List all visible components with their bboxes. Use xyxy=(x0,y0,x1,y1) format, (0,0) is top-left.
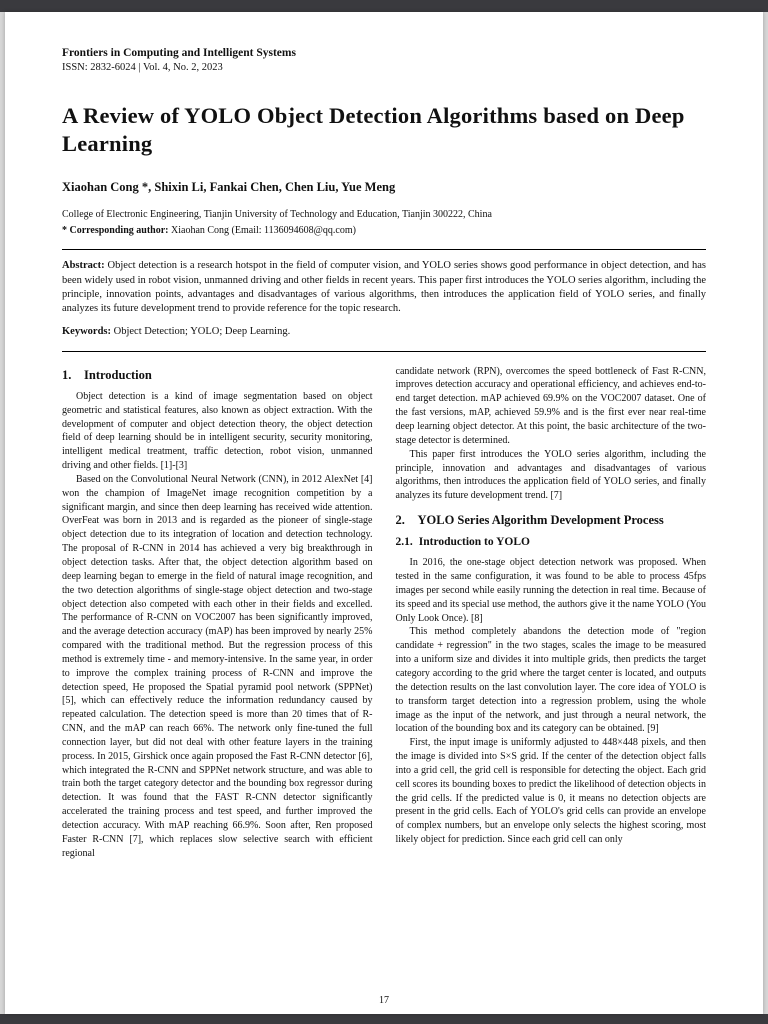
corresponding-author-line xyxy=(62,224,706,238)
viewer-top-bar xyxy=(0,0,768,12)
paragraph: This method completely abandons the detection mode of "region candidate + regression" in the two stages, scales the image to be measured into a uniform size and divides it into multiple grids, then predicts the target category according to the grid where the target center is located, and outputs the detection results on the last convolution layer. The core idea of YOLO is to transform target detection into a regression problem, using the whole image as the input of the network, and just through a neural network, the location of the bounding box and its category can be obtained. [9] xyxy=(395,626,706,735)
section-number: 1. xyxy=(62,367,72,382)
keywords-line xyxy=(62,325,706,339)
two-column-body xyxy=(62,365,706,861)
corresponding-author-text: Xiaohan Cong (Email: 1136094608@qq.com) xyxy=(168,224,356,236)
paragraph: candidate network (RPN), overcomes the speed bottleneck of Fast R-CNN, improves detection accuracy and operational efficiency, and achieves end-to-end target detection. mAP achieved 69.9% on the VOC2007 dataset. One of the fast versions, mAP, achieved 59.9% and is the first ever near real-time deep learning object detector. At this point, the basic architecture of the two-stage detector is determined. xyxy=(395,365,706,446)
authors-line: Xiaohan Cong *, Shixin Li, Fankai Chen, Chen Liu, Yue Meng xyxy=(62,180,396,195)
paragraph: First, the input image is uniformly adjusted to 448×448 pixels, and then the image is divided into S×S grid. If the center of the detection object falls into a grid cell, the grid cell is responsible for detecting the object. Each grid cell scores its bounding boxes to predict the likelihood of detection objects in the grid cells. If the predicted value is 0, it means no detection objects are present in the grid cells. Each of YOLO's grid cells can provide an envelope of complex numbers, but an envelope only selects the highest scoring, most likely object for prediction. Since each grid cell can only xyxy=(395,737,706,846)
section-number: 2. xyxy=(395,513,405,528)
keywords-text: Object Detection; YOLO; Deep Learning. xyxy=(111,326,291,338)
left-column xyxy=(62,365,373,861)
paragraph: In 2016, the one-stage object detection network was proposed. When tested in the same configuration, it was found to be able to process 45fps images per second while easily running the detection in real time. Because of its speed and its special use method, the authors give it the name YOLO (You Only Look Once). [8] xyxy=(395,557,706,624)
paragraph: Based on the Convolutional Neural Network (CNN), in 2012 AlexNet [4] won the champion of ImageNet image recognition competition by a significant margin, and since then deep learning has received wide attention. OverFeat was born in 2013 and is regarded as the pioneer of single-stage object detection due to its integration of location and detection technology. The proposal of R-CNN in 2014 has achieved a very big breakthrough in object detection tasks. After that, the object detection algorithm based on deep learning began to emerge in the field of natural image recognition, and the two detection algorithms of single-stage object detection and two-stage object detection also competed with each other in their fields and excelled. The performance of R-CNN on VOC2007 has been significantly improved, and the average detection accuracy (mAP) has been improved by nearly 25% compared with the traditional method. But the regression process of this method is extremely time - and memory-intensive. In the same year, in order to improve the complex training process of R-CNN and improve the detection speed, He proposed the Spatial pyramid pool network (SPPNet) [5], which can effectively reduce the information redundancy caused by repeated calculation. The detection speed is more than 20 times that of R-CNN, and the mAP can reach 66%. The network only fine-tuned the full connection layer, but did not deal with other feature layers in the training process. In 2015, Girshick once again proposed the Fast R-CNN detector [6], which integrated the R-CNN and SPPNet network structure, and was able to train both the target category detector and the bounding box regressor during detection. It was found that the FAST R-CNN detector significantly accelerated the training process and test speed, and further improved the detection accuracy. With mAP reaching 66.9%. Soon after, Ren proposed Faster R-CNN [7], which replaces slow selective search with efficient regional xyxy=(62,473,373,859)
abstract-paragraph xyxy=(62,259,706,316)
paper-page xyxy=(5,12,763,1014)
section-title: YOLO Series Algorithm Development Process xyxy=(417,513,664,528)
page-number: 17 xyxy=(379,995,389,1006)
right-column xyxy=(396,365,707,861)
journal-issn-line: ISSN: 2832-6024 | Vol. 4, No. 2, 2023 xyxy=(62,61,223,73)
viewer-bottom-bar xyxy=(0,1014,768,1024)
abstract-text: Object detection is a research hotspot in the field of computer vision, and YOLO series shows good performance in object detection, and has been widely used in robot vision, unmanned driving and other fields in recent years. This paper first introduces the YOLO series algorithm, including the principle, innovation points, advantages and disadvantages of various algorithms, then introduces the application field of YOLO series, and finally analyzes its future development trend to provide reference for the topic research. xyxy=(62,260,706,315)
paper-title: A Review of YOLO Object Detection Algorithms based on Deep Learning xyxy=(62,102,685,156)
paragraph: This paper first introduces the YOLO series algorithm, including the principle, innovation and advantages and disadvantages of various algorithms, then introduces the application field of YOLO series, and finally analyzes its future development trend. [7] xyxy=(395,448,706,502)
abstract-label: Abstract: xyxy=(62,260,105,272)
section-number: 2.1. xyxy=(395,536,413,549)
corresponding-author-label: * Corresponding author: xyxy=(62,224,169,236)
section-title: Introduction xyxy=(84,367,152,382)
paragraph: Object detection is a kind of image segmentation based on object geometric and statistical features, also known as object extraction. With the development of computer and object detection theory, the object detection field of deep learning should be in intelligent security, security monitoring, intelligent medical treatment, traffic detection, robot vision, unmanned driving and other fields. [1]-[3] xyxy=(62,390,373,472)
section-title: Introduction to YOLO xyxy=(418,536,530,549)
affiliation-line: College of Electronic Engineering, Tianjin University of Technology and Education, Tianjin 300222, China xyxy=(62,209,492,221)
subsection-heading xyxy=(396,535,707,550)
journal-header xyxy=(62,46,706,75)
section-heading xyxy=(396,512,707,528)
keywords-label: Keywords: xyxy=(62,326,111,338)
divider-rule-bottom xyxy=(62,351,706,352)
section-heading xyxy=(62,367,373,383)
journal-name: Frontiers in Computing and Intelligent Systems xyxy=(62,47,296,59)
divider-rule-top xyxy=(62,249,706,250)
